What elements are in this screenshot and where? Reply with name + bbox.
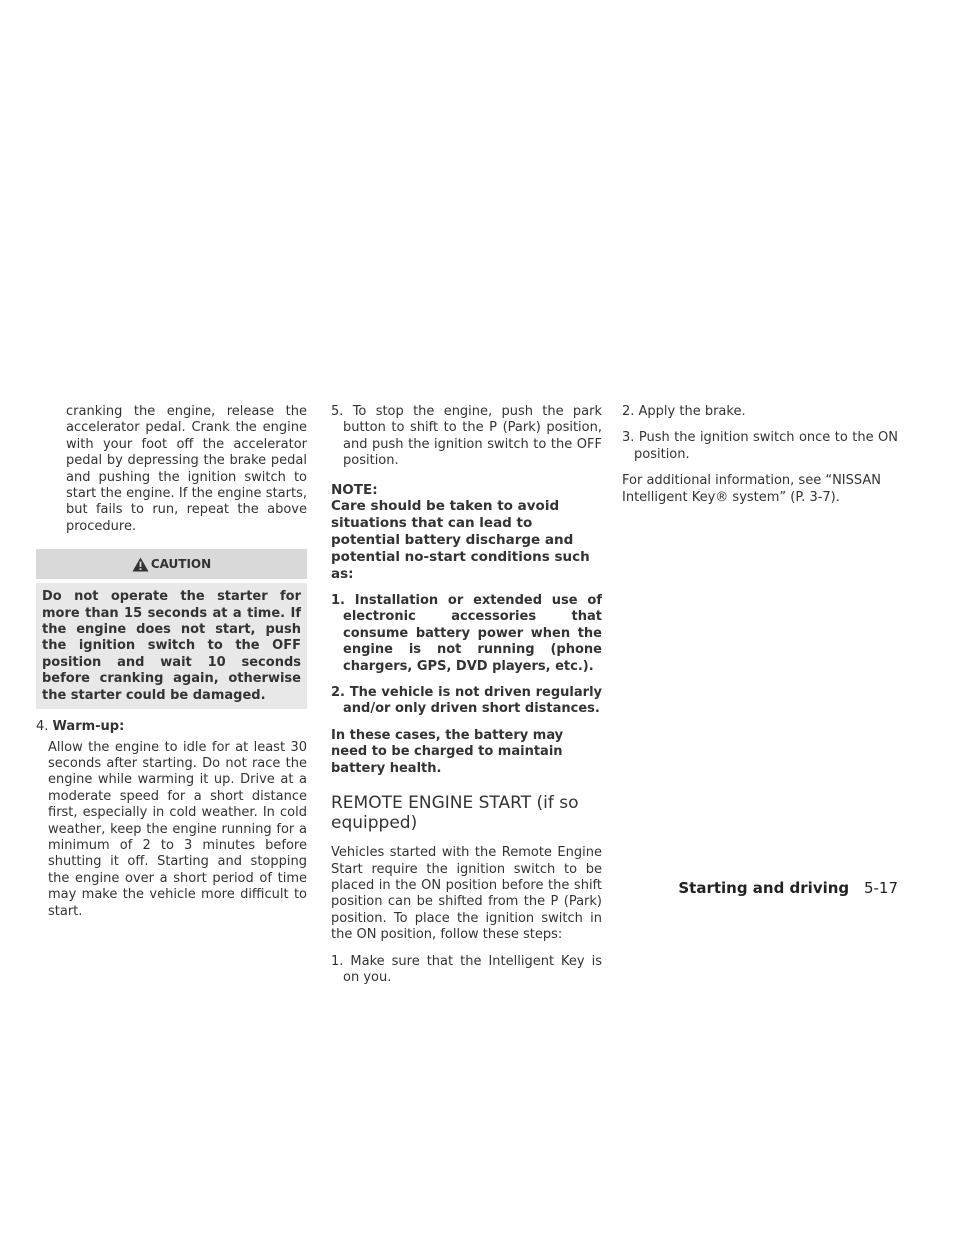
step-4-number: 4. (36, 719, 49, 735)
page-number: 5-17 (863, 879, 898, 897)
column-left (36, 404, 307, 930)
page-footer (678, 879, 898, 897)
note-lead: Care should be taken to avoid situations that can lead to potential battery discharge and potential no-start conditions such as: (331, 498, 590, 583)
note-title: NOTE: (331, 481, 378, 498)
section-title-remote-start: REMOTE ENGINE START (if so equipped) (331, 793, 579, 834)
chapter-title: Starting and driving (678, 879, 850, 897)
step-2: 2. Apply the brake. (622, 404, 746, 419)
step-4-title: Warm-up: (52, 719, 125, 735)
paragraph-crank-procedure: cranking the engine, release the accelerator pedal. Crank the engine with your foot off the accelerator pedal by depressing the brake pedal and pushing the ignition switch to start the engine. If the engine starts, but fails to run, repeat the above procedure. (66, 404, 307, 534)
step-5: 5. To stop the engine, push the park button to shift to the P (Park) position, and push the ignition switch to the OFF position. (331, 404, 602, 469)
column-middle (331, 404, 602, 996)
more-info: For additional information, see “NISSAN Intelligent Key® system” (P. 3-7). (622, 473, 881, 505)
note-item-2: 2. The vehicle is not driven regularly and/or only driven short distances. (331, 685, 602, 717)
caution-header (36, 549, 307, 579)
note-item-1: 1. Installation or extended use of electronic accessories that consume battery power when the engine is not running (phone chargers, GPS, DVD players, etc.). (331, 593, 602, 674)
note-close: In these cases, the battery may need to be charged to maintain battery health. (331, 727, 564, 776)
section-text-remote-start: Vehicles started with the Remote Engine Start require the ignition switch to be placed in the ON position before the shift position can be shifted from the P (Park) position. To place the ignition switch in the ON position, follow these steps: (331, 845, 602, 943)
step-4-text: Allow the engine to idle for at least 30 seconds after starting. Do not race the engine while warming it up. Drive at a moderate speed for a short distance first, especially in cold weather. In cold weather, keep the engine running for a minimum of 2 to 3 minutes before shutting it off. Starting and stopping the engine over a short period of time may make the vehicle more difficult to start. (48, 739, 307, 919)
step-4 (36, 719, 307, 920)
step-3: 3. Push the ignition switch once to the ON position. (622, 430, 898, 462)
column-right (622, 404, 898, 516)
caution-text: Do not operate the starter for more than 15 seconds at a time. If the engine does not start, push the ignition switch to the OFF position and wait 10 seconds before cranking again, otherwise the starter could be damaged. (36, 583, 307, 709)
warning-triangle-icon (132, 557, 149, 572)
caution-label: CAUTION (150, 557, 212, 572)
step-1: 1. Make sure that the Intelligent Key is on you. (331, 953, 602, 985)
